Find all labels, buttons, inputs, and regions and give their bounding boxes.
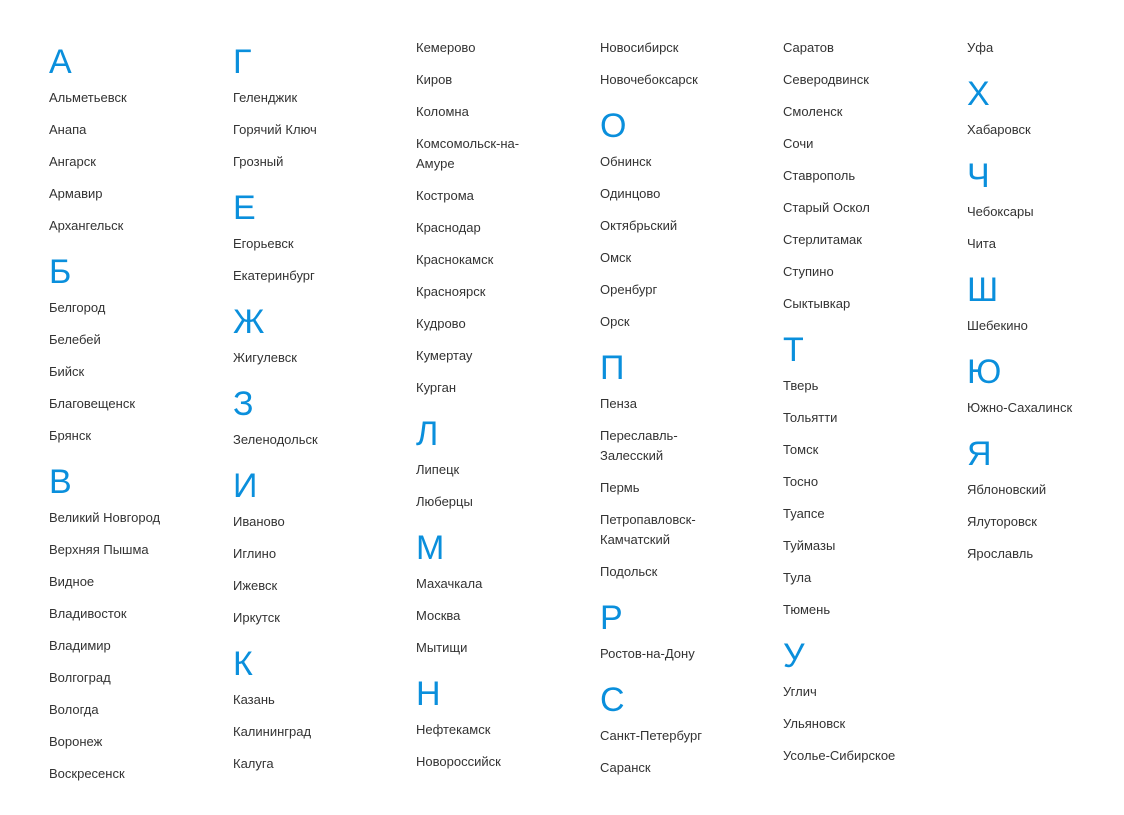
- city-link[interactable]: Вологда: [49, 702, 99, 717]
- city-link[interactable]: Воронеж: [49, 734, 103, 749]
- city-link[interactable]: Егорьевск: [233, 236, 294, 251]
- city-link[interactable]: Альметьевск: [49, 90, 127, 105]
- city-link[interactable]: Иркутск: [233, 610, 280, 625]
- city-link[interactable]: Калининград: [233, 724, 312, 739]
- city-link[interactable]: Волгоград: [49, 670, 111, 685]
- city-link[interactable]: Коломна: [416, 104, 469, 119]
- city-link[interactable]: Новороссийск: [416, 754, 501, 769]
- city-link[interactable]: Саранск: [600, 760, 651, 775]
- city-link[interactable]: Тюмень: [783, 602, 831, 617]
- city-link[interactable]: Красноярск: [416, 284, 486, 299]
- city-link[interactable]: Иваново: [233, 514, 285, 529]
- city-link[interactable]: Южно-Сахалинск: [967, 400, 1073, 415]
- city-link[interactable]: Новочебоксарск: [600, 72, 698, 87]
- city-link[interactable]: Ялуторовск: [967, 514, 1037, 529]
- letter-heading: Я: [967, 435, 992, 473]
- city-link[interactable]: Ульяновск: [783, 716, 846, 731]
- city-link[interactable]: Омск: [600, 250, 632, 265]
- city-link[interactable]: Ярославль: [967, 546, 1034, 561]
- city-link[interactable]: Комсомольск-на-Амуре: [416, 136, 520, 171]
- city-link[interactable]: Жигулевск: [233, 350, 297, 365]
- city-link[interactable]: Туапсе: [783, 506, 825, 521]
- city-link[interactable]: Одинцово: [600, 186, 661, 201]
- letter-heading: Е: [233, 189, 256, 227]
- city-link[interactable]: Киров: [416, 72, 453, 87]
- letter-heading: У: [783, 637, 805, 675]
- city-link[interactable]: Кудрово: [416, 316, 466, 331]
- city-link[interactable]: Чита: [967, 236, 996, 251]
- city-link[interactable]: Переславль-Залесский: [600, 428, 678, 463]
- city-link[interactable]: Грозный: [233, 154, 284, 169]
- letter-heading: Н: [416, 675, 441, 713]
- letter-heading: Т: [783, 331, 804, 369]
- city-link[interactable]: Петропавловск-Камчатский: [600, 512, 696, 547]
- city-link[interactable]: Яблоновский: [967, 482, 1047, 497]
- letter-heading: Л: [416, 415, 439, 453]
- city-link[interactable]: Ступино: [783, 264, 834, 279]
- letter-heading: И: [233, 467, 258, 505]
- city-link[interactable]: Благовещенск: [49, 396, 136, 411]
- city-link[interactable]: Зеленодольск: [233, 432, 318, 447]
- city-link[interactable]: Владимир: [49, 638, 111, 653]
- city-link[interactable]: Обнинск: [600, 154, 652, 169]
- city-link[interactable]: Мытищи: [416, 640, 468, 655]
- city-link[interactable]: Кумертау: [416, 348, 473, 363]
- city-link[interactable]: Ростов-на-Дону: [600, 646, 695, 661]
- city-link[interactable]: Тосно: [783, 474, 819, 489]
- city-link[interactable]: Сыктывкар: [783, 296, 851, 311]
- letter-heading: З: [233, 385, 254, 423]
- city-link[interactable]: Бийск: [49, 364, 85, 379]
- city-link[interactable]: Иглино: [233, 546, 277, 561]
- city-link[interactable]: Краснокамск: [416, 252, 494, 267]
- city-link[interactable]: Геленджик: [233, 90, 298, 105]
- city-link[interactable]: Сочи: [783, 136, 814, 151]
- city-link[interactable]: Новосибирск: [600, 40, 679, 55]
- city-link[interactable]: Туймазы: [783, 538, 836, 553]
- letter-heading: К: [233, 645, 253, 683]
- city-link[interactable]: Углич: [783, 684, 817, 699]
- city-link[interactable]: Орск: [600, 314, 630, 329]
- city-link[interactable]: Стерлитамак: [783, 232, 862, 247]
- letter-heading: А: [49, 43, 72, 81]
- city-link[interactable]: Владивосток: [49, 606, 127, 621]
- letter-heading: Ч: [967, 157, 990, 195]
- city-link[interactable]: Кемерово: [416, 40, 476, 55]
- city-link[interactable]: Липецк: [416, 462, 460, 477]
- city-link[interactable]: Саратов: [783, 40, 834, 55]
- city-link[interactable]: Верхняя Пышма: [49, 542, 149, 557]
- city-link[interactable]: Октябрьский: [600, 218, 678, 233]
- city-link[interactable]: Анапа: [49, 122, 87, 137]
- city-link[interactable]: Воскресенск: [49, 766, 125, 781]
- city-link[interactable]: Хабаровск: [967, 122, 1031, 137]
- city-link[interactable]: Усолье-Сибирское: [783, 748, 896, 763]
- letter-heading: Х: [967, 75, 990, 113]
- city-link[interactable]: Белгород: [49, 300, 106, 315]
- letter-heading: Р: [600, 599, 623, 637]
- letter-heading: С: [600, 681, 625, 719]
- letter-heading: М: [416, 529, 445, 567]
- city-link[interactable]: Архангельск: [49, 218, 124, 233]
- city-link[interactable]: Оренбург: [600, 282, 658, 297]
- city-link[interactable]: Белебей: [49, 332, 101, 347]
- letter-heading: П: [600, 349, 625, 387]
- city-link[interactable]: Горячий Ключ: [233, 122, 317, 137]
- city-link[interactable]: Ставрополь: [783, 168, 856, 183]
- city-link[interactable]: Томск: [783, 442, 819, 457]
- city-link[interactable]: Смоленск: [783, 104, 843, 119]
- city-link[interactable]: Курган: [416, 380, 457, 395]
- city-link[interactable]: Пенза: [600, 396, 637, 411]
- city-link[interactable]: Ижевск: [233, 578, 278, 593]
- city-link[interactable]: Северодвинск: [783, 72, 869, 87]
- letter-heading: Ш: [967, 271, 999, 309]
- city-link[interactable]: Тверь: [783, 378, 819, 393]
- city-link[interactable]: Уфа: [967, 40, 994, 55]
- city-link[interactable]: Кострома: [416, 188, 474, 203]
- city-link[interactable]: Старый Оскол: [783, 200, 870, 215]
- city-link[interactable]: Казань: [233, 692, 275, 707]
- city-link[interactable]: Махачкала: [416, 576, 483, 591]
- letter-heading: Ю: [967, 353, 1002, 391]
- city-link[interactable]: Ангарск: [49, 154, 96, 169]
- city-link[interactable]: Екатеринбург: [233, 268, 315, 283]
- city-link[interactable]: Санкт-Петербург: [600, 728, 702, 743]
- city-link[interactable]: Люберцы: [416, 494, 473, 509]
- city-link[interactable]: Шебекино: [967, 318, 1028, 333]
- city-link[interactable]: Великий Новгород: [49, 510, 161, 525]
- city-link[interactable]: Видное: [49, 574, 95, 589]
- letter-heading: Г: [233, 43, 252, 81]
- city-link[interactable]: Нефтекамск: [416, 722, 491, 737]
- letter-heading: В: [49, 463, 72, 501]
- city-link[interactable]: Тула: [783, 570, 812, 585]
- city-link[interactable]: Армавир: [49, 186, 103, 201]
- letter-heading: Б: [49, 253, 72, 291]
- letter-heading: Ж: [233, 303, 265, 341]
- city-link[interactable]: Калуга: [233, 756, 274, 771]
- city-link[interactable]: Москва: [416, 608, 461, 623]
- letter-heading: О: [600, 107, 627, 145]
- city-link[interactable]: Чебоксары: [967, 204, 1034, 219]
- city-link[interactable]: Краснодар: [416, 220, 481, 235]
- city-link[interactable]: Тольятти: [783, 410, 838, 425]
- city-link[interactable]: Подольск: [600, 564, 658, 579]
- city-link[interactable]: Брянск: [49, 428, 92, 443]
- city-link[interactable]: Пермь: [600, 480, 640, 495]
